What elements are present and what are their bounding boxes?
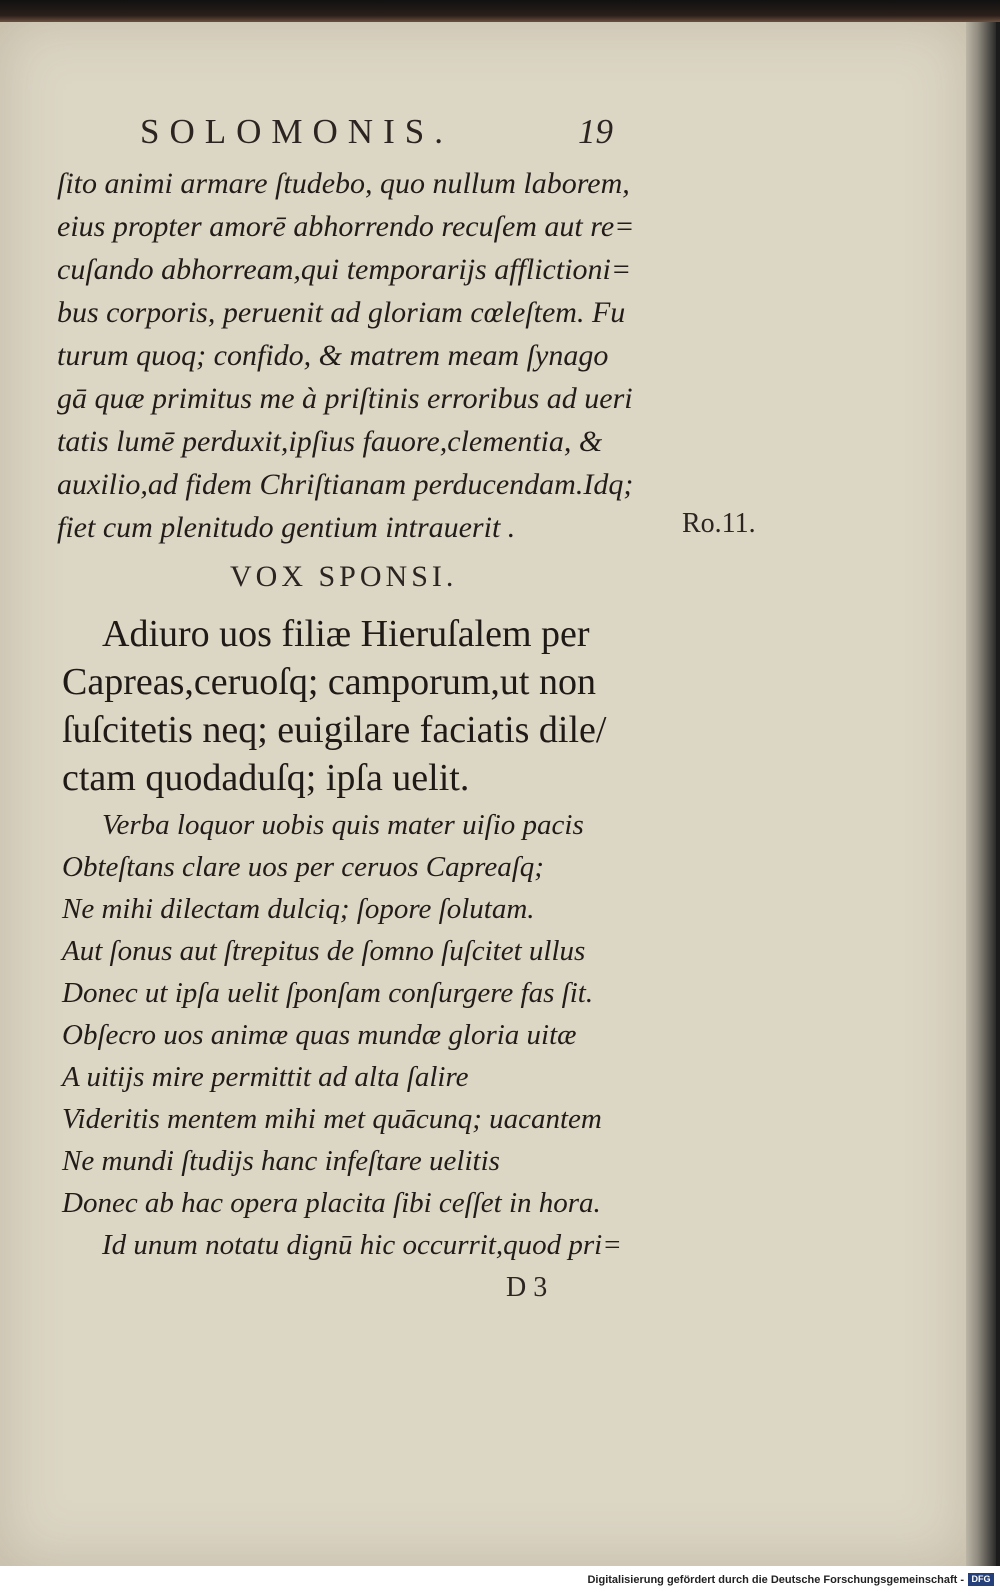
marginal-note: Ro.11. (682, 508, 756, 539)
verse-line: Obteſtans clare uos per ceruos Capreaſq; (62, 851, 544, 883)
verse-line: Ne mundi ſtudijs hanc infeſtare uelitis (62, 1145, 500, 1177)
prose-block (57, 162, 677, 549)
prose-line: eius propter amorē abhorrendo recuſem aut re= (57, 210, 635, 243)
page-edge (966, 18, 996, 1566)
footer-credit: Digitalisierung gefördert durch die Deutsche Forschungsgemeinschaft - (587, 1574, 964, 1586)
verse-line: Donec ab hac opera placita ſibi ceſſet in hora. (62, 1187, 601, 1219)
prose-line: auxilio,ad fidem Chriſtianam perducendam.Idq; (57, 468, 634, 501)
section-heading: VOX SPONSI. (230, 560, 458, 593)
scripture-passage (62, 610, 682, 802)
scripture-line: ctam quodaduſq; ipſa uelit. (62, 757, 470, 799)
scripture-line: ſuſcitetis neq; euigilare faciatis dile/ (62, 709, 607, 751)
prose-line: ſito animi armare ſtudebo, quo nullum laborem, (57, 167, 630, 200)
verse-line: Verba loquor uobis quis mater uiſio pacis (102, 809, 584, 841)
prose-line: bus corporis, peruenit ad gloriam cœleſtem. Fu (57, 296, 626, 329)
scripture-line: Capreas,ceruoſq; camporum,ut non (62, 661, 596, 703)
top-binding-band (0, 0, 1000, 22)
page-header (140, 112, 640, 162)
signature-mark: D 3 (506, 1272, 548, 1303)
footer-bar (0, 1566, 1000, 1595)
page-number: 19 (578, 112, 613, 151)
verse-line: Videritis mentem mihi met quācunq; uacantem (62, 1103, 602, 1135)
verse-line: Obſecro uos animæ quas mundæ gloria uitæ (62, 1019, 577, 1051)
verse-line: Aut ſonus aut ſtrepitus de ſomno ſuſcitet ullus (62, 935, 586, 967)
scripture-line: Adiuro uos filiæ Hieruſalem per (102, 613, 590, 655)
prose-line: tatis lumē perduxit,ipſius fauore,clementia, & (57, 425, 603, 458)
verse-line: Id unum notatu dignū hic occurrit,quod pri= (102, 1229, 622, 1261)
verse-line: A uitijs mire permittit ad alta ſalire (62, 1061, 469, 1093)
running-head: SOLOMONIS. (140, 112, 453, 151)
verse-line: Ne mihi dilectam dulciq; ſopore ſolutam. (62, 893, 535, 925)
prose-line: turum quoq; confido, & matrem meam ſynago (57, 339, 609, 372)
prose-line: cuſando abhorream,qui temporarijs afflictioni= (57, 253, 632, 286)
prose-line: fiet cum plenitudo gentium intrauerit . (57, 511, 516, 544)
dfg-logo: DFG (968, 1573, 994, 1586)
verse-line: Donec ut ipſa uelit ſponſam conſurgere fas ſit. (62, 977, 594, 1009)
verse-block (62, 804, 682, 1266)
prose-line: gā quæ primitus me à priſtinis erroribus ad ueri (57, 382, 633, 415)
